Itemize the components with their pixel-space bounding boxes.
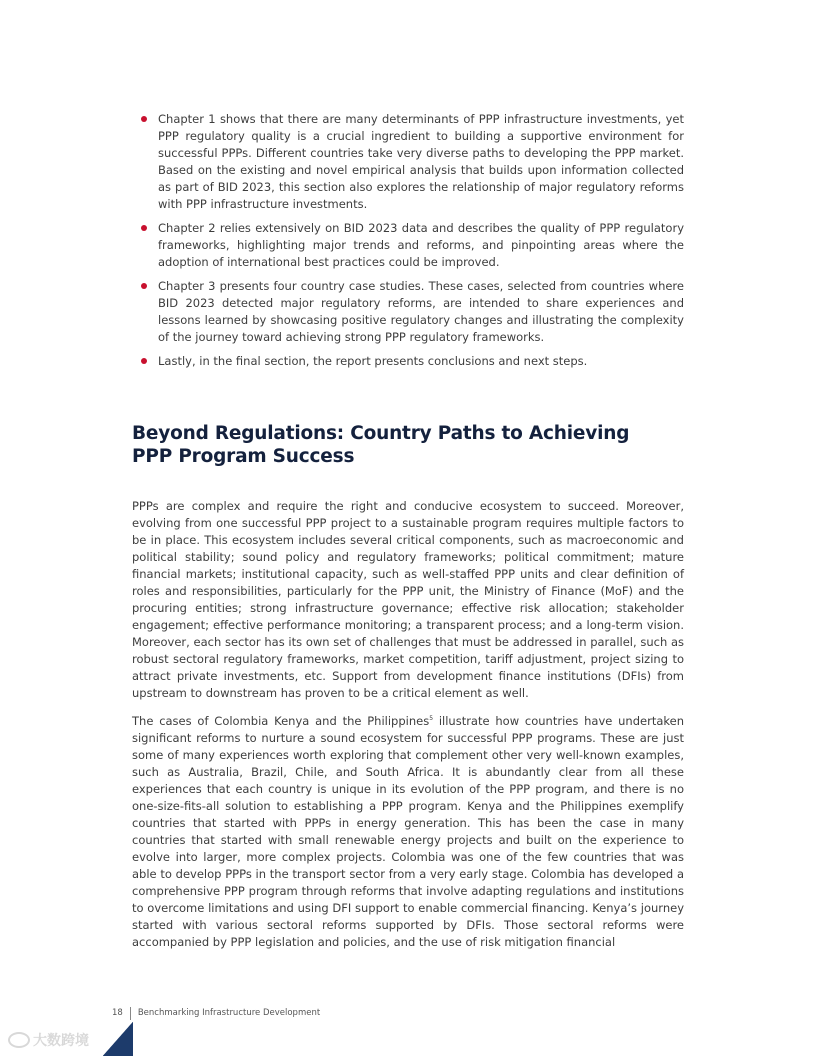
page-footer <box>112 1006 320 1020</box>
paragraph-text: The cases of Colombia Kenya and the Philippines <box>132 714 430 728</box>
corner-accent-shape <box>103 1022 133 1056</box>
bullet-dot-icon <box>141 283 147 289</box>
footer-divider <box>130 1007 131 1020</box>
bullet-item-chapter-3 <box>141 278 684 346</box>
paragraph-text: illustrate how countries have undertaken significant reforms to nurture a sound ecosystem for successful PPP programs. These are just some of many experiences worth exploring that complement other very well-known examples, such as Australia, Brazil, Chile, and South Africa. It is abundantly clear from all these experiences that each country is unique in its evolution of the PPP program, and there is no one-size-fits-all solution to establishing a PPP program. Kenya and the Philippines exemplify countries that started with PPPs in energy generation. This has been the case in many countries that started with small renewable energy projects and built on the experience to evolve into larger, more complex projects. Colombia was one of the few countries that was able to develop PPPs in the transport sector from a very early stage. Colombia has developed a comprehensive PPP program through reforms that involve adapting regulations and institutions to overcome limitations and using DFI support to enable commercial financing. Kenya’s journey started with various sectoral reforms supported by DFIs. Those sectoral reforms were accompanied by PPP legislation and policies, and the use of risk mitigation financial <box>132 714 684 949</box>
intro-bullet-list <box>141 111 684 377</box>
bullet-text: Chapter 3 presents four country case studies. These cases, selected from countries where BID 2023 detected major regulatory reforms, are intended to share experiences and lessons learned by showcasing positive regulatory changes and illustrating the complexity of the journey toward achieving strong PPP regulatory frameworks. <box>158 279 684 344</box>
bullet-dot-icon <box>141 116 147 122</box>
bullet-item-final-section <box>141 353 684 370</box>
bullet-dot-icon <box>141 225 147 231</box>
footnote-ref-link[interactable]: 5 <box>429 715 434 723</box>
body-paragraph-country-cases <box>132 713 684 951</box>
page-number: 18 <box>112 1008 123 1018</box>
running-title: Benchmarking Infrastructure Development <box>137 1008 321 1018</box>
bullet-text: Chapter 2 relies extensively on BID 2023 data and describes the quality of PPP regulatory frameworks, highlighting major trends and reforms, and pinpointing areas where the adoption of international best practices could be improved. <box>158 221 684 269</box>
bullet-item-chapter-1 <box>141 111 684 213</box>
bullet-text: Lastly, in the final section, the report presents conclusions and next steps. <box>158 354 588 368</box>
watermark-logo-icon <box>8 1032 30 1048</box>
section-heading: Beyond Regulations: Country Paths to Achieving PPP Program Success <box>132 423 630 467</box>
bullet-dot-icon <box>141 358 147 364</box>
watermark <box>8 1030 89 1050</box>
bullet-text: Chapter 1 shows that there are many determinants of PPP infrastructure investments, yet PPP regulatory quality is a crucial ingredient to building a supportive environment for successful PPPs. Different countries take very diverse paths to developing the PPP market. Based on the existing and novel empirical analysis that builds upon information collected as part of BID 2023, this section also explores the relationship of major regulatory reforms with PPP infrastructure investments. <box>158 112 684 211</box>
watermark-text: 大数跨境 <box>33 1033 89 1049</box>
bullet-item-chapter-2 <box>141 220 684 271</box>
body-paragraph-ecosystem: PPPs are complex and require the right and conducive ecosystem to succeed. Moreover, evolving from one successful PPP project to a sustainable program requires multiple factors to be in place. This ecosystem includes several critical components, such as macroeconomic and political stability; sound policy and regulatory frameworks; political commitment; mature financial markets; institutional capacity, such as well-staffed PPP units and clear definition of roles and responsibilities, particularly for the PPP unit, the Ministry of Finance (MoF) and the procuring entities; strong infrastructure governance; effective risk allocation; stakeholder engagement; effective performance monitoring; a transparent process; and a long-term vision. Moreover, each sector has its own set of challenges that must be addressed in parallel, such as robust sectoral regulatory frameworks, market competition, tariff adjustment, project sizing to attract private investments, etc. Support from development finance institutions (DFIs) from upstream to downstream has proven to be a critical element as well. <box>132 499 684 700</box>
